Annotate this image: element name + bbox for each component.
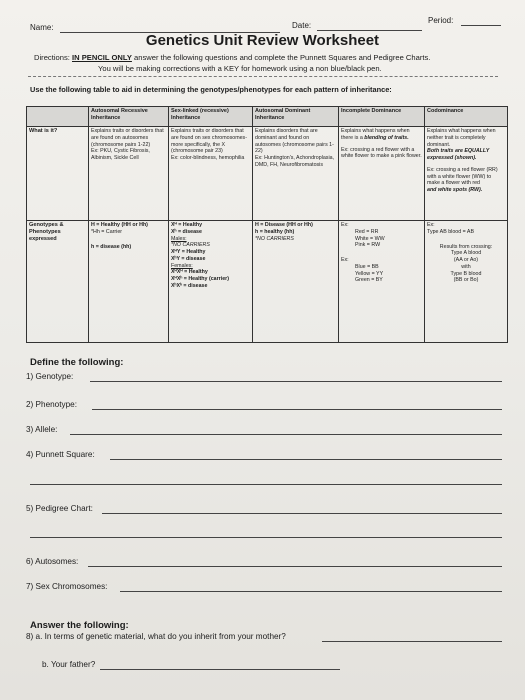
- co-desc-b: Both traits are EQUALLY expressed (shown).: [427, 148, 490, 162]
- corner-cell: [27, 107, 89, 127]
- ar-geno-2: *Hh = Carrier: [91, 228, 123, 235]
- sl-geno-1: Xᴴ = Healthy: [171, 222, 203, 228]
- inc-ex2-yellow: Yellow = YY: [355, 270, 384, 277]
- sl-geno-2: Xʰ = disease: [171, 228, 202, 235]
- directions-line-2: You will be making corrections with a KEY for homework using a non blue/black pen.: [98, 64, 382, 73]
- sl-female-3: XʰXʰ = disease: [171, 282, 208, 289]
- def-pedigree-blank-2[interactable]: [30, 537, 502, 538]
- co-ab: Type AB blood = AB: [427, 228, 474, 235]
- def-sex-chromosomes-blank[interactable]: [120, 591, 502, 592]
- inheritance-table: [26, 106, 508, 343]
- date-label: Date:: [292, 21, 312, 30]
- inc-desc-b: blending of traits.: [364, 134, 409, 141]
- def-autosomes-blank[interactable]: [88, 566, 502, 567]
- def-pedigree-blank[interactable]: [102, 513, 502, 514]
- sl-male-2: XᴴY = Healthy: [171, 249, 206, 256]
- ar-examples: Ex: PKU, Cystic Fibrosis, Albinism, Sickle Cell: [91, 148, 150, 162]
- inc-ex1-red: Red = RR: [355, 228, 379, 235]
- cell-sl-what: [169, 127, 253, 221]
- co-desc-a: Explains what happens when neither trait is completely dominant.: [427, 128, 496, 148]
- ad-geno-1: H = Disease (HH or Hh): [255, 222, 313, 228]
- sl-female-1: XᴴXᴴ = Healthy: [171, 269, 208, 276]
- q8b-blank[interactable]: [100, 669, 340, 670]
- cell-co-what: [425, 127, 508, 221]
- co-example-end: and white spots (RW).: [427, 187, 483, 194]
- def-punnett-blank[interactable]: [110, 459, 502, 460]
- inc-ex2-blue: Blue = BB: [355, 263, 379, 270]
- table-intro: Use the following table to aid in determining the genotypes/phenotypes for each pattern of inheritance:: [30, 85, 392, 94]
- ar-geno-1: H = Healthy (HH or Hh): [91, 222, 148, 228]
- co-results: Results from crossing:: [439, 243, 493, 250]
- name-label: Name:: [30, 23, 54, 32]
- def-pedigree-label: 5) Pedigree Chart:: [26, 504, 93, 513]
- cell-ad-what: [253, 127, 339, 221]
- row-label-genotypes: Genotypes & Phenotypes expressed: [27, 221, 89, 343]
- divider-1: [28, 76, 498, 77]
- inc-ex1-label: Ex:: [341, 222, 349, 228]
- ar-geno-3: h = disease (hh): [91, 243, 132, 250]
- ad-desc: Explains disorders that are dominant and found on autosomes (chromosome pairs 1-22): [255, 128, 334, 155]
- header-sex-linked: Sex-linked (recessive) Inheritance: [169, 107, 253, 127]
- q8b-text: b. Your father?: [42, 660, 96, 669]
- directions-rest: answer the following questions and complete the Punnett Squares and Pedigree Charts.: [134, 53, 431, 62]
- table-row-what-is-it: [27, 127, 508, 221]
- date-blank[interactable]: [317, 30, 422, 31]
- inc-desc: [341, 128, 422, 142]
- q8a-text: 8) a. In terms of genetic material, what do you inherit from your mother?: [26, 632, 286, 641]
- inc-ex1-white: White = WW: [355, 235, 385, 242]
- def-autosomes-label: 6) Autosomes:: [26, 557, 79, 566]
- co-ex-label: Ex:: [427, 222, 435, 228]
- cell-inc-what: [339, 127, 425, 221]
- sl-male-1: *NO CARRIERS: [171, 242, 210, 249]
- ad-geno-3: *NO CARRIERS: [255, 235, 294, 242]
- period-label: Period:: [428, 16, 454, 25]
- table-row-genotypes: [27, 221, 508, 343]
- cell-ar-what: [89, 127, 169, 221]
- def-punnett-label: 4) Punnett Square:: [26, 450, 95, 459]
- def-phenotype-label: 2) Phenotype:: [26, 400, 77, 409]
- period-blank[interactable]: [461, 25, 501, 26]
- directions-line-1: [34, 53, 430, 62]
- def-phenotype-blank[interactable]: [92, 409, 502, 410]
- co-example: Ex: crossing a red flower (RR) with a white flower (WW) to make a flower with red: [427, 166, 498, 187]
- define-heading: Define the following:: [30, 357, 124, 368]
- def-allele-label: 3) Allele:: [26, 425, 58, 434]
- cell-ad-geno: [253, 221, 339, 343]
- q8a-blank[interactable]: [322, 641, 502, 642]
- def-sex-chromosomes-label: 7) Sex Chromosomes:: [26, 582, 108, 591]
- worksheet-title: Genetics Unit Review Worksheet: [145, 32, 380, 49]
- inc-ex1-pink: Pink = RW: [355, 242, 381, 249]
- def-allele-blank[interactable]: [70, 434, 502, 435]
- co-type-b: Type B blood: [450, 270, 482, 277]
- sl-desc: Explains traits or disorders that are found on sex chromosomes- more specifically, the X (chromosome pair 23): [171, 128, 247, 155]
- ar-desc: Explains traits or disorders that are found on autosomes (chromosome pairs 1-22): [91, 128, 164, 148]
- cell-ar-geno: [89, 221, 169, 343]
- def-genotype-blank[interactable]: [90, 381, 502, 382]
- sl-male-3: XʰY = disease: [171, 255, 206, 262]
- cell-sl-geno: [169, 221, 253, 343]
- sl-examples: Ex: color-blindness, hemophilia: [171, 155, 245, 162]
- directions-emph: IN PENCIL ONLY: [72, 53, 132, 62]
- ad-geno-2: h = healthy (hh): [255, 228, 295, 235]
- cell-co-geno: [425, 221, 508, 343]
- sl-males-label: Males:: [171, 235, 187, 242]
- co-type-a: Type A blood: [450, 250, 482, 257]
- def-punnett-blank-2[interactable]: [30, 484, 502, 485]
- co-type-b-geno: (BB or Bo): [453, 277, 479, 284]
- row-label-what-is-it: What is it?: [27, 127, 89, 221]
- cell-inc-geno: [339, 221, 425, 343]
- sl-females-label: Females:: [171, 262, 193, 269]
- header-autosomal-dominant: Autosomal Dominant Inheritance: [253, 107, 339, 127]
- inc-ex2-label: Ex:: [341, 257, 349, 264]
- sl-female-2: XᴴXʰ = Healthy (carrier): [171, 276, 229, 283]
- inc-ex2-green: Green = BY: [355, 277, 383, 284]
- answer-heading: Answer the following:: [30, 620, 129, 631]
- header-codominance: Codominance: [425, 107, 508, 127]
- header-incomplete-dominance: Incomplete Dominance: [339, 107, 425, 127]
- ad-examples: Ex: Huntington's, Achondroplasia, DMD, FH, Neurofibromatosis: [255, 155, 335, 168]
- co-type-a-geno: (AA or Ao): [453, 257, 479, 264]
- directions-prefix: Directions:: [34, 53, 70, 62]
- table-header-row: [27, 107, 508, 127]
- inc-example: Ex: crossing a red flower with a white flower to make a pink flower.: [341, 146, 422, 160]
- header-autosomal-recessive: Autosomal Recessive Inheritance: [89, 107, 169, 127]
- inc-desc-a: Explains what happens when there is a: [341, 128, 410, 141]
- def-genotype-label: 1) Genotype:: [26, 372, 74, 381]
- co-with: with: [461, 263, 471, 270]
